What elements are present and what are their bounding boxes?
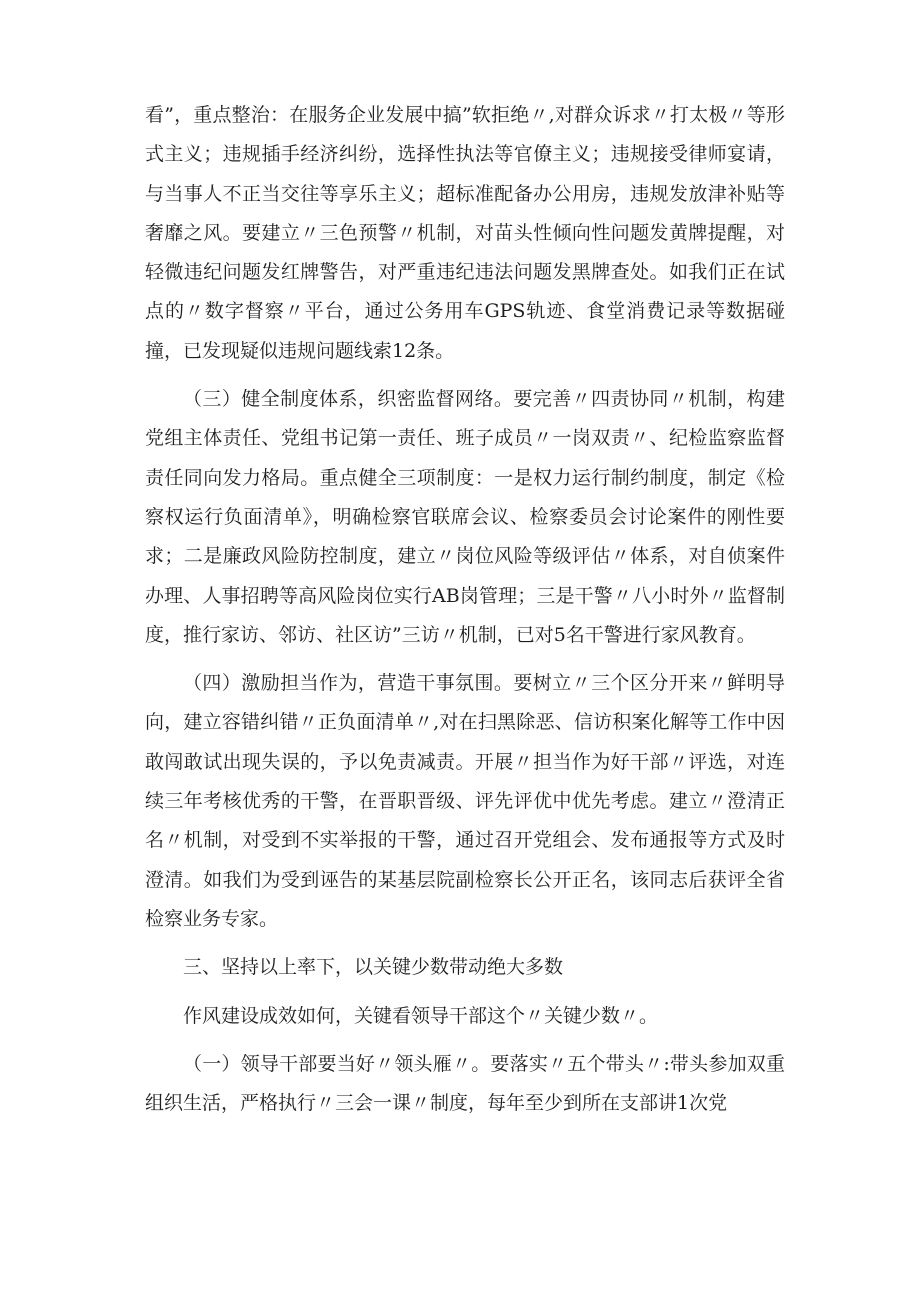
paragraph-continuation: 看”，重点整治：在服务企业发展中搞”软拒绝〃,对群众诉求〃打太极〃等形式主义；违规插手经济纠纷，选择性执法等官僚主义；违规接受律师宴请，与当事人不正当交往等享乐主义；超标准配备办公用房，违规发放津补贴等奢靡之风。要建立〃三色预警〃机制，对苗头性倾向性问题发黄牌提醒，对轻微违纪问题发红牌警告，对严重违纪违法问题发黑牌查处。如我们正在试点的〃数字督察〃平台，通过公务用车GPS轨迹、食堂消费记录等数据碰撞，已发现疑似违规问题线索12条。 bbox=[145, 104, 785, 362]
document-body bbox=[145, 96, 785, 1123]
paragraph-section-4: （四）激励担当作为，营造干事氛围。要树立〃三个区分开来〃鲜明导向，建立容错纠错〃正负面清单〃,对在扫黑除恶、信访积案化解等工作中因敢闯敢试出现失误的，予以免责减责。开展〃担当作为好干部〃评选，对连续三年考核优秀的干警，在晋职晋级、评先评优中优先考虑。建立〃澄清正名〃机制，对受到不实举报的干警，通过召开党组会、发布通报等方式及时澄清。如我们为受到诬告的某基层院副检察长公开正名，该同志后获评全省检察业务专家。 bbox=[145, 672, 785, 930]
section-heading-3: 三、坚持以上率下，以关键少数带动绝大多数 bbox=[183, 956, 564, 979]
paragraph-subsection-1: （一）领导干部要当好〃领头雁〃。要落实〃五个带头〃:带头参加双重组织生活，严格执行〃三会一课〃制度，每年至少到所在支部讲1次党 bbox=[145, 1052, 785, 1115]
paragraph-section-3: （三）健全制度体系，织密监督网络。要完善〃四责协同〃机制，构建党组主体责任、党组书记第一责任、班子成员〃一岗双责〃、纪检监察监督责任同向发力格局。重点健全三项制度：一是权力运行制约制度，制定《检察权运行负面清单》，明确检察官联席会议、检察委员会讨论案件的刚性要求；二是廉政风险防控制度，建立〃岗位风险等级评估〃体系，对自侦案件办理、人事招聘等高风险岗位实行AB岗管理；三是干警〃八小时外〃监督制度，推行家访、邻访、社区访”三访〃机制，已对5名干警进行家风教育。 bbox=[145, 388, 785, 646]
paragraph-intro: 作风建设成效如何，关键看领导干部这个〃关键少数〃。 bbox=[183, 1004, 659, 1027]
